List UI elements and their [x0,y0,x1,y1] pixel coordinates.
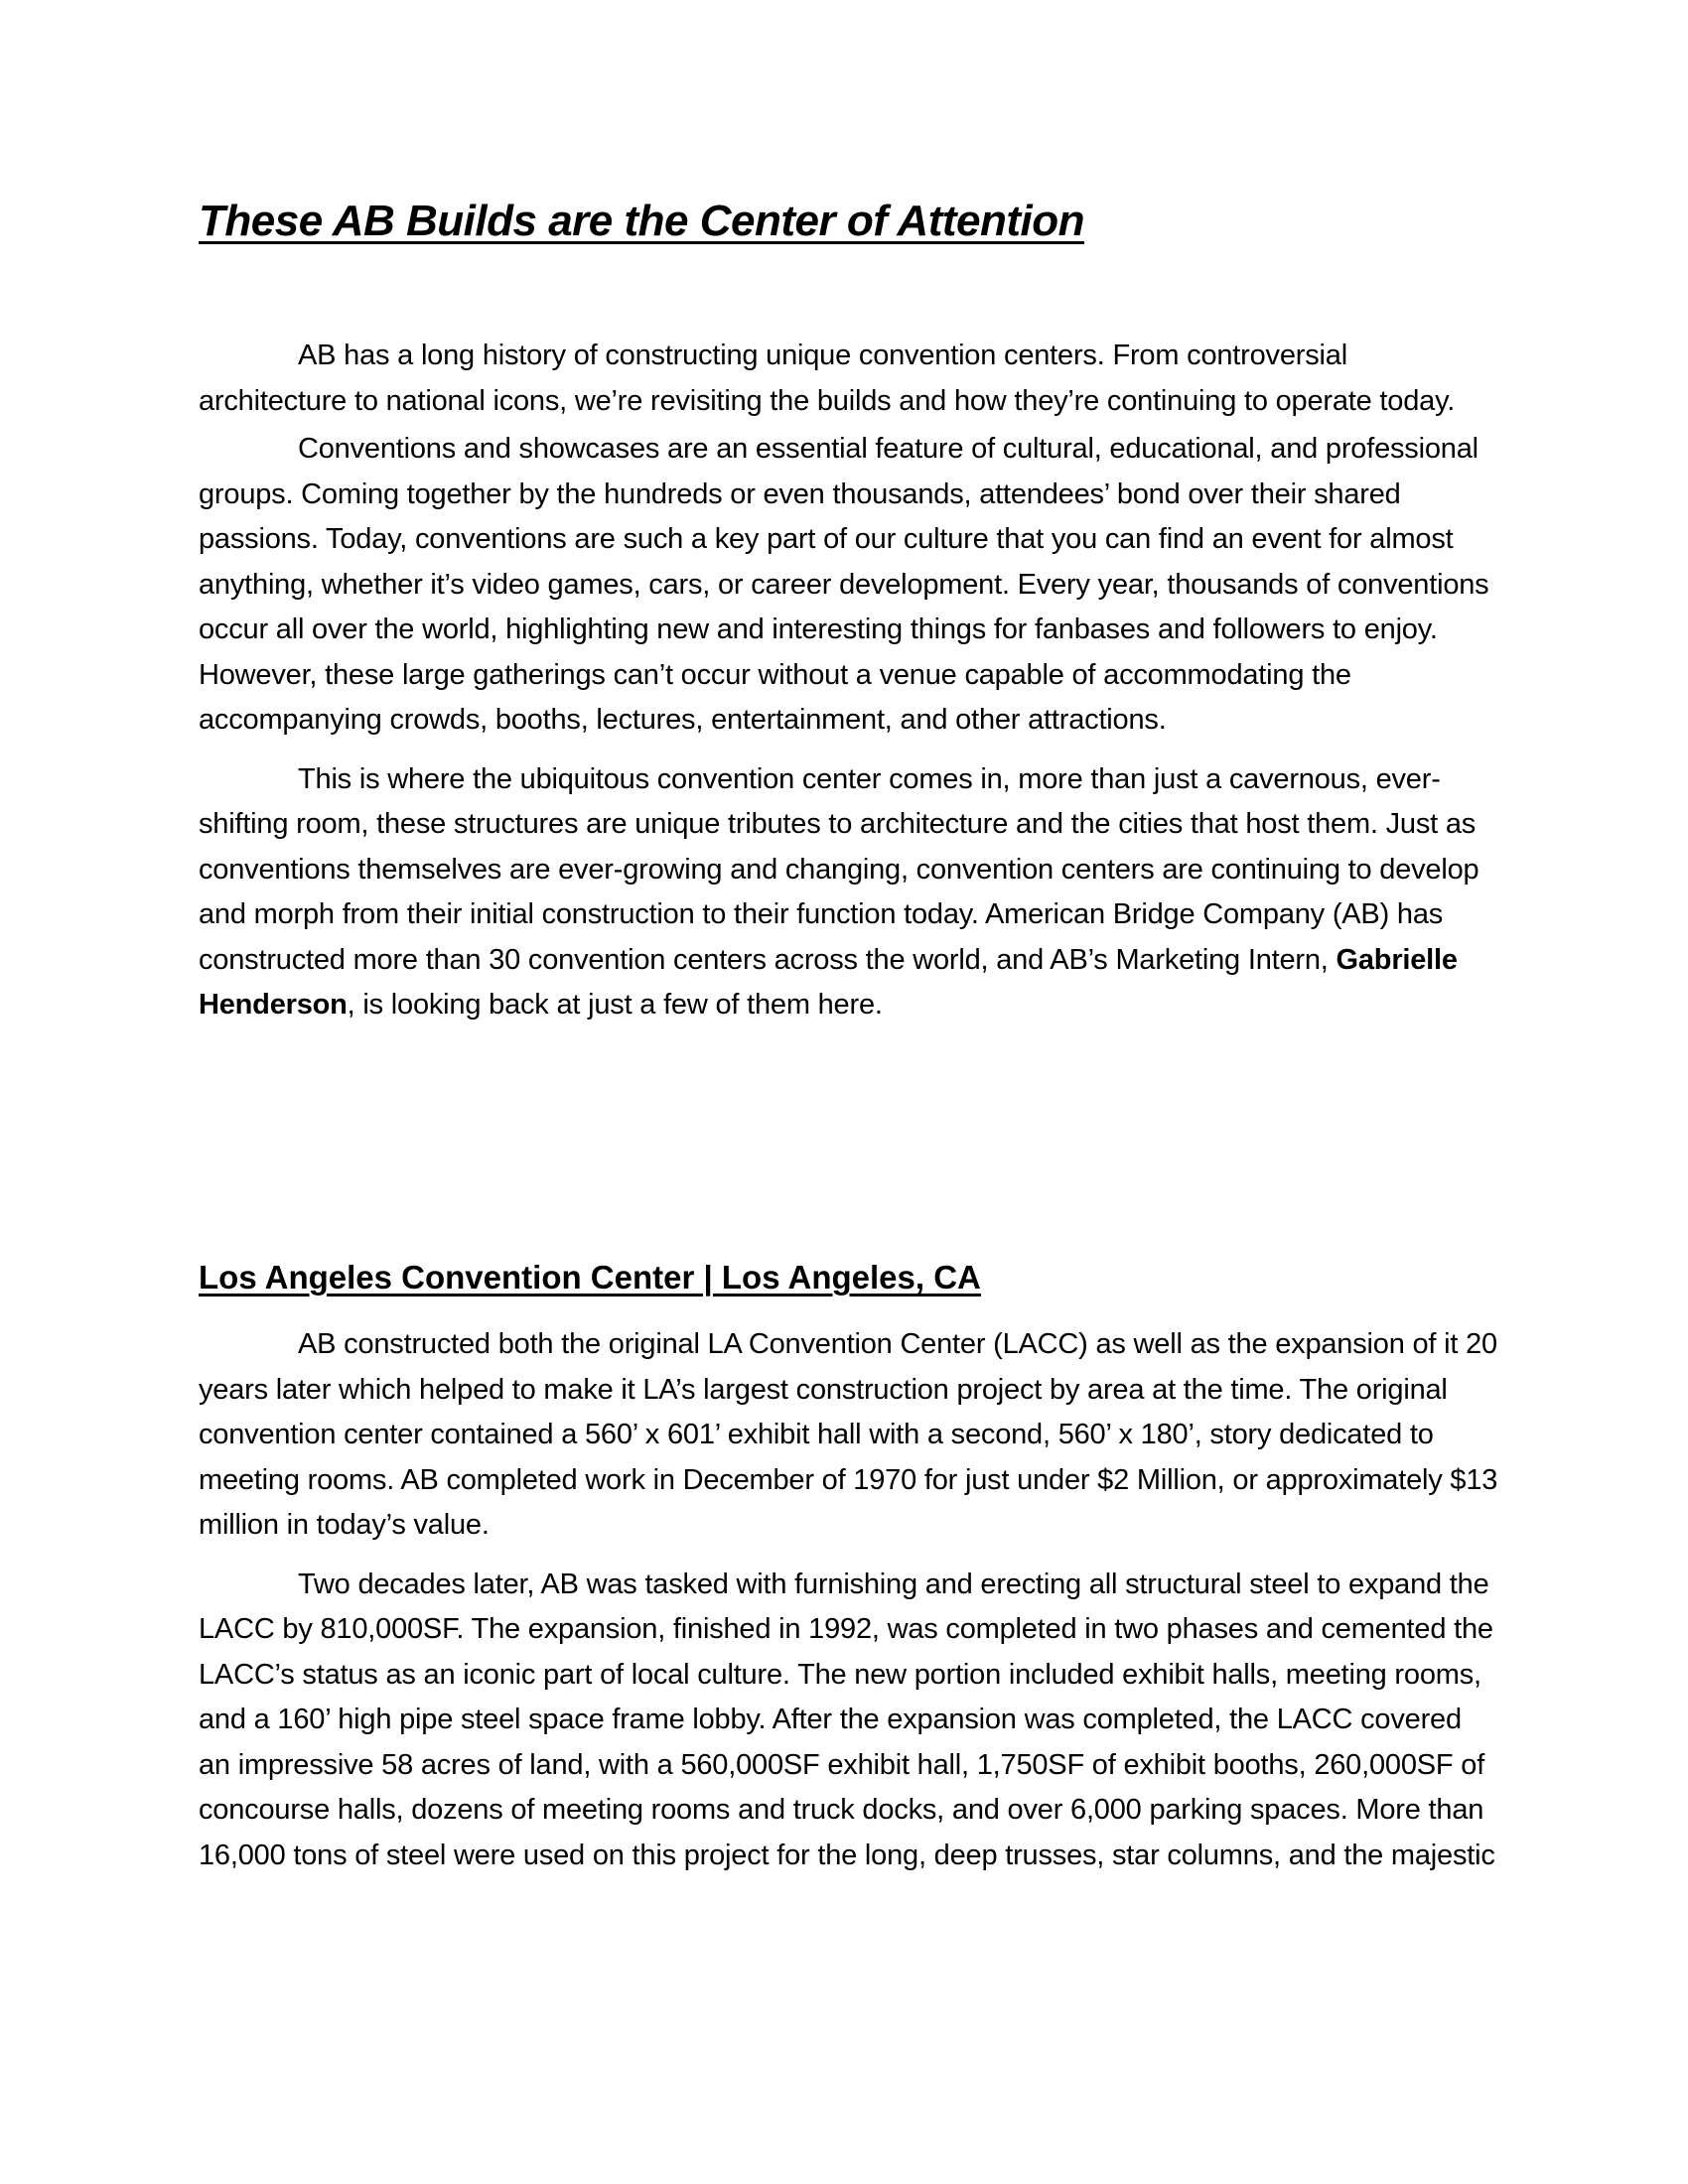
document-title: These AB Builds are the Center of Attention [199,197,1084,245]
section-heading-lacc: Los Angeles Convention Center | Los Angeles, CA [199,1259,981,1296]
section-paragraph: Two decades later, AB was tasked with furnishing and erecting all structural steel to expand the LACC by 810,000SF. The expansion, finished in 1992, was completed in two phases and cemented the LACC’s status as an iconic part of local culture. The new portion included exhibit halls, meeting rooms, and a 160’ high pipe steel space frame lobby. After the expansion was completed, the LACC covered an impressive 58 acres of land, with a 560,000SF exhibit hall, 1,750SF of exhibit booths, 260,000SF of concourse halls, dozens of meeting rooms and truck docks, and over 6,000 parking spaces. More than 16,000 tons of steel were used on this project for the long, deep trusses, star columns, and the majestic [199,1568,1495,1871]
section-paragraph: AB constructed both the original LA Convention Center (LACC) as well as the expansion of it 20 years later which helped to make it LA’s largest construction project by area at the time. The original convention center contained a 560’ x 601’ exhibit hall with a second, 560’ x 180’, story dedicated to meeting rooms. AB completed work in December of 1970 for just under $2 Million, or approximately $13 million in today’s value. [199,1328,1498,1541]
intro-paragraph-1: AB has a long history of constructing unique convention centers. From controversial architecture to national icons, we’re revisiting the builds and how they’re continuing to operate today. [199,340,1456,417]
intro-paragraph-3-text-after: , is looking back at just a few of them here. [347,989,883,1021]
intro-paragraph-3 [199,757,1499,1028]
intro-paragraph-3-text-before: This is where the ubiquitous convention center comes in, more than just a cavernous, ever-shifting room, these structures are unique tributes to architecture and the cities that host them. Just as conventions themselves are ever-growing and changing, convention centers are continuing to develop and morph from their initial construction to their function today. American Bridge Company (AB) has constructed more than 30 convention centers across the world, and AB’s Marketing Intern, [199,762,1479,976]
author-name: Gabrielle Henderson [199,943,1458,1021]
intro-section [199,334,1499,1028]
section-lacc-body [199,1322,1499,1878]
intro-paragraph-2: Conventions and showcases are an essential feature of cultural, educational, and professional groups. Coming together by the hundreds or even thousands, attendees’ bond over their shared passions. Today, conventions are such a key part of our culture that you can find an event for almost anything, whether it’s video games, cars, or career development. Every year, thousands of conventions occur all over the world, highlighting new and interesting things for fanbases and followers to enjoy. However, these large gatherings can’t occur without a venue capable of accommodating the accompanying crowds, booths, lectures, entertainment, and other attractions. [199,433,1489,736]
